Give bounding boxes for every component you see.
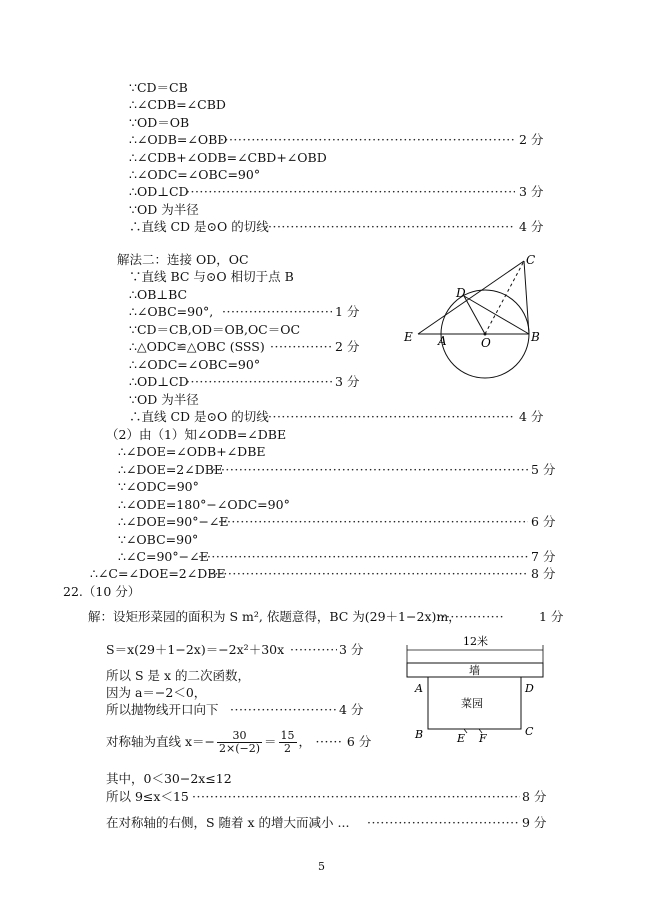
score: 9 分 bbox=[522, 815, 547, 830]
question-number: 22.（10 分） bbox=[63, 584, 141, 599]
label-c: C bbox=[526, 253, 536, 267]
dot-leader bbox=[212, 461, 528, 479]
label-f: F bbox=[479, 732, 487, 745]
dot-leader bbox=[222, 303, 332, 321]
math-statement: ∴∠ODE=180°−∠ODC=90° bbox=[118, 497, 290, 512]
dot-leader bbox=[268, 218, 515, 236]
math-statement: ∴∠CDB=∠CBD bbox=[129, 97, 226, 112]
length-label: 12米 bbox=[463, 635, 488, 648]
wall-label: 墙 bbox=[469, 664, 480, 677]
score: 1 分 bbox=[335, 304, 360, 319]
tangent-circle-diagram bbox=[400, 250, 545, 380]
math-statement: 所以 9≤x＜15 bbox=[106, 789, 189, 804]
label-o: O bbox=[481, 336, 491, 350]
math-statement: ∴∠OBC=90°, bbox=[129, 304, 214, 319]
math-statement: ∴直线 CD 是⊙O 的切线 bbox=[129, 219, 269, 234]
score: 6 分 bbox=[531, 514, 556, 529]
line-oc bbox=[485, 261, 524, 334]
math-statement: 因为 a＝−2＜0， bbox=[106, 685, 207, 700]
math-statement: ∵CD＝CB,OD＝OB,OC＝OC bbox=[129, 322, 301, 337]
dot-leader bbox=[290, 641, 337, 659]
math-statement: ∴∠DOE=∠ODB+∠DBE bbox=[118, 444, 266, 459]
math-statement: ∵OD＝OB bbox=[129, 115, 190, 130]
line-db bbox=[464, 296, 529, 334]
score: 8 分 bbox=[522, 789, 547, 804]
numerator: 15 bbox=[280, 729, 295, 742]
label-e: E bbox=[457, 732, 466, 745]
math-statement: ∵CD＝CB bbox=[129, 80, 188, 95]
fraction bbox=[279, 730, 297, 755]
dot-leader bbox=[192, 788, 520, 806]
dot-leader bbox=[437, 608, 503, 626]
label-b: B bbox=[531, 330, 540, 344]
math-statement: 对称轴为直线 x＝− bbox=[106, 734, 215, 749]
score: 6 分 bbox=[346, 734, 372, 749]
denominator: 2×(−2) bbox=[219, 742, 261, 755]
math-statement: ∵直线 BC 与⊙O 相切于点 B bbox=[129, 269, 294, 284]
score: 4 分 bbox=[519, 219, 544, 234]
math-statement: ∴∠DOE=2∠DBE bbox=[118, 462, 224, 477]
math-statement: ∴∠C=90°−∠E bbox=[118, 549, 209, 564]
math-statement: S＝x(29＋1−2x)＝−2x²＋30x bbox=[106, 642, 285, 657]
math-statement: ∴∠ODB=∠OBD bbox=[129, 132, 228, 147]
math-statement: ∴∠CDB+∠ODB=∠CBD+∠OBD bbox=[129, 150, 327, 165]
label-b: B bbox=[415, 728, 424, 741]
score: 2 分 bbox=[519, 132, 544, 147]
line-ec bbox=[418, 261, 524, 334]
math-statement: ∴∠ODC=∠OBC=90° bbox=[129, 167, 261, 182]
label-d: D bbox=[525, 682, 534, 695]
math-statement: ∴△ODC≌△OBC (SSS) bbox=[129, 339, 265, 354]
score: 4 分 bbox=[519, 409, 544, 424]
page-number: 5 bbox=[318, 860, 325, 873]
math-statement: 所以抛物线开口向下 bbox=[106, 702, 219, 717]
math-statement: 其中，0＜30−2x≤12 bbox=[106, 771, 232, 786]
math-statement: 在对称轴的右侧，S 随着 x 的增大而减小 ... bbox=[106, 815, 350, 830]
math-statement: ∴OD⊥CD bbox=[129, 374, 189, 389]
dot-leader bbox=[198, 548, 528, 566]
score: 3 分 bbox=[339, 642, 364, 657]
garden-diagram bbox=[395, 630, 555, 748]
numerator: 30 bbox=[217, 730, 262, 743]
equals-sign: ＝ bbox=[264, 734, 277, 749]
score: 5 分 bbox=[531, 462, 556, 477]
label-e: E bbox=[404, 330, 413, 344]
math-statement: ∴∠C=∠DOE=2∠DBE bbox=[90, 566, 226, 581]
method-heading: 解法二：连接 OD，OC bbox=[117, 252, 249, 267]
math-statement: 所以 S 是 x 的二次函数， bbox=[106, 668, 251, 683]
label-c: C bbox=[525, 725, 534, 738]
dot-leader bbox=[268, 408, 515, 426]
math-statement: ∴OD⊥CD bbox=[129, 184, 189, 199]
score: 2 分 bbox=[335, 339, 360, 354]
dot-leader bbox=[210, 565, 528, 583]
fraction bbox=[217, 730, 262, 755]
math-statement: ∵OD 为半径 bbox=[129, 392, 199, 407]
math-statement: 解：设矩形菜园的面积为 S m², 依题意得，BC 为(29＋1−2x)m， bbox=[88, 609, 461, 624]
label-a: A bbox=[415, 682, 423, 695]
dot-leader bbox=[367, 814, 519, 832]
math-statement: ∴直线 CD 是⊙O 的切线 bbox=[129, 409, 269, 424]
comma: ， bbox=[298, 734, 312, 749]
part2-heading: （2）由（1）知∠ODB=∠DBE bbox=[106, 427, 287, 442]
denominator: 2 bbox=[284, 742, 292, 755]
label-d: D bbox=[456, 286, 466, 300]
garden-label: 菜园 bbox=[461, 697, 483, 710]
score: 8 分 bbox=[531, 566, 556, 581]
math-statement: ∵∠OBC=90° bbox=[118, 532, 199, 547]
dot-leader: ······ bbox=[311, 734, 347, 749]
score: 3 分 bbox=[519, 184, 544, 199]
dot-leader bbox=[218, 513, 528, 531]
dot-leader bbox=[186, 373, 332, 391]
math-statement: ∵OD 为半径 bbox=[129, 202, 199, 217]
dot-leader bbox=[270, 338, 332, 356]
score: 7 分 bbox=[531, 549, 556, 564]
label-a: A bbox=[438, 334, 447, 348]
dot-leader bbox=[186, 183, 515, 201]
dot-leader bbox=[230, 701, 337, 719]
score: 1 分 bbox=[539, 609, 564, 624]
math-statement: ∴∠DOE=90°−∠E bbox=[118, 514, 229, 529]
axis-of-symmetry-line bbox=[106, 724, 371, 760]
math-statement: ∵∠ODC=90° bbox=[118, 479, 199, 494]
score: 4 分 bbox=[339, 702, 364, 717]
score: 3 分 bbox=[335, 374, 360, 389]
math-statement: ∴∠ODC=∠OBC=90° bbox=[129, 357, 261, 372]
math-statement: ∴OB⊥BC bbox=[129, 287, 188, 302]
line-bc bbox=[524, 261, 529, 334]
dot-leader bbox=[220, 131, 515, 149]
